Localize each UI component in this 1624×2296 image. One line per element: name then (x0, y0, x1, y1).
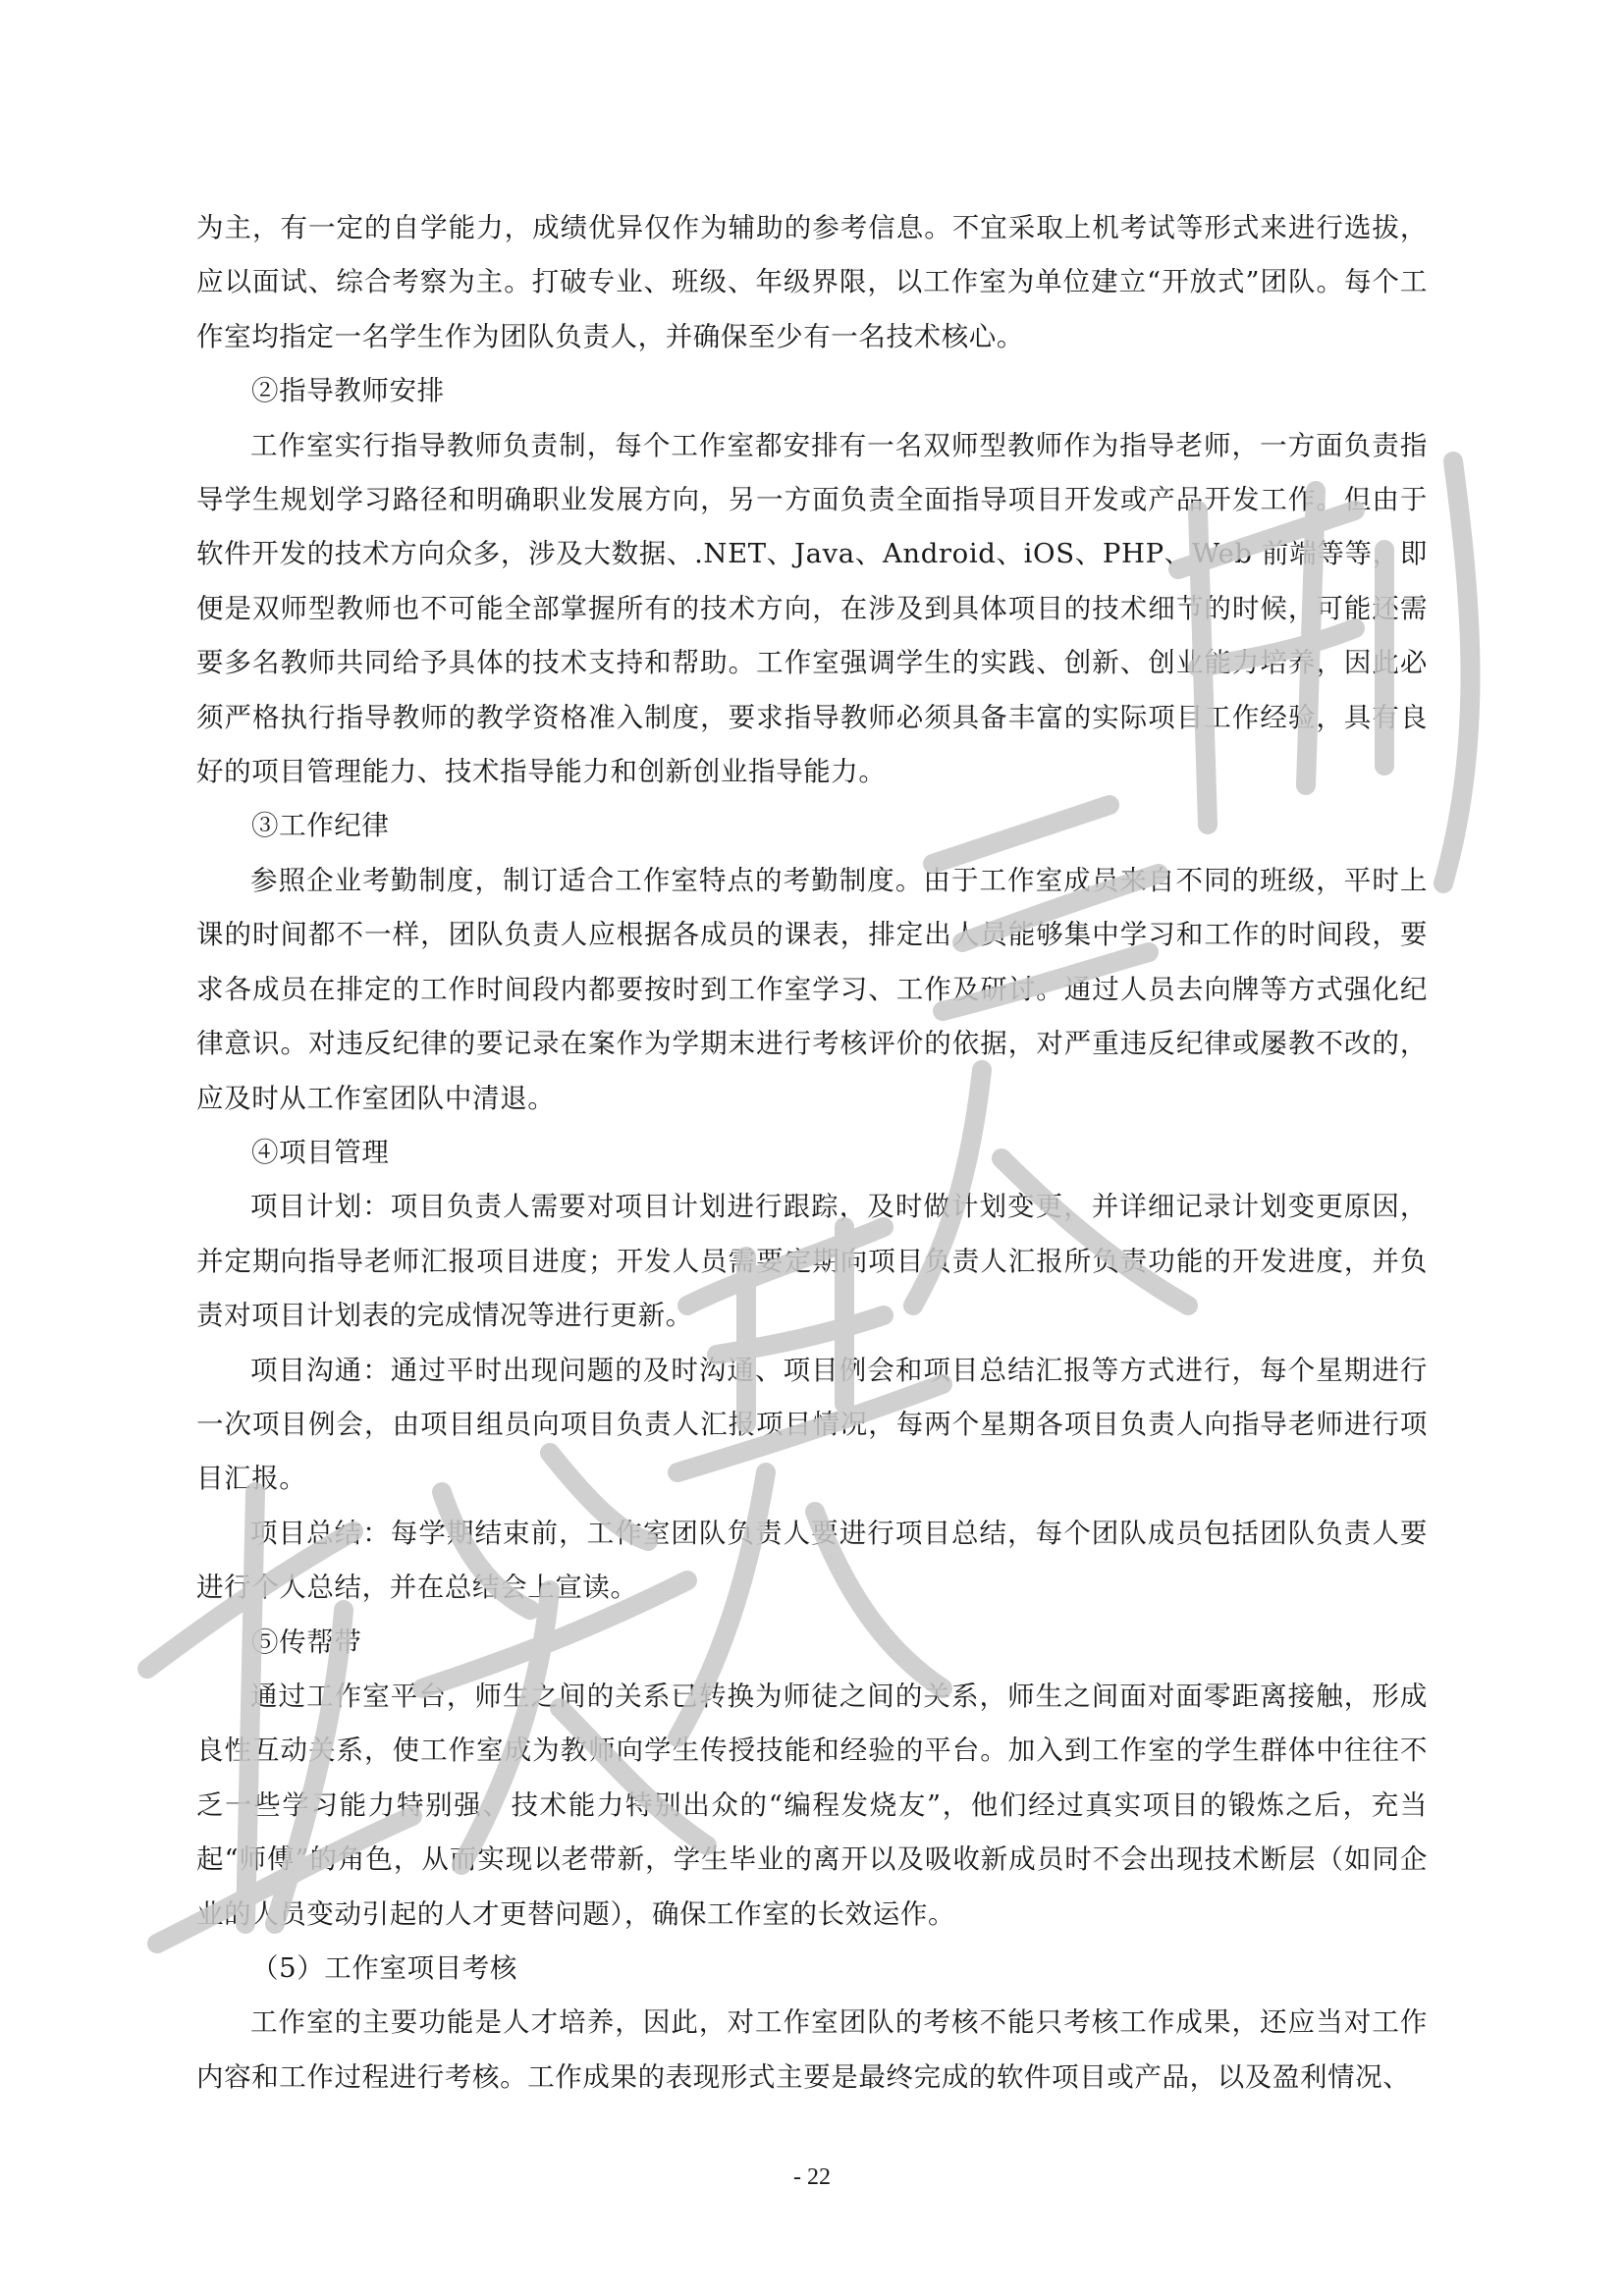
paragraph-mentoring: 通过工作室平台，师生之间的关系已转换为师徒之间的关系，师生之间面对面零距离接触，形成良性互动关系，使工作室成为教师向学生传授技能和经验的平台。加入到工作室的学生群体中往往不乏一些学习能力特别强、技术能力特别出众的“编程发烧友”，他们经过真实项目的锻炼之后，充当起“师傅”的角色，从而实现以老带新，学生毕业的离开以及吸收新成员时不会出现技术断层（如同企业的人员变动引起的人才更替问题），确保工作室的长效运作。 (196, 1680, 1428, 1930)
paragraph-assessment: 工作室的主要功能是人才培养，因此，对工作室团队的考核不能只考核工作成果，还应当对工作内容和工作过程进行考核。工作成果的表现形式主要是最终完成的软件项目或产品，以及盈利情况、 (196, 2006, 1428, 2093)
paragraph-project-summary: 项目总结：每学期结束前，工作室团队负责人要进行项目总结，每个团队成员包括团队负责人要进行个人总结，并在总结会上宣读。 (196, 1517, 1428, 1604)
heading-mentoring: ⑤传帮带 (251, 1626, 362, 1658)
page-number: - 22 (793, 2164, 831, 2190)
heading-project-assessment: （5）工作室项目考核 (251, 1952, 517, 1984)
page-body (196, 201, 1428, 2105)
heading-project-management: ④项目管理 (251, 1136, 390, 1168)
paragraph-project-plan: 项目计划：项目负责人需要对项目计划进行跟踪，及时做计划变更，并详细记录计划变更原因，并定期向指导老师汇报项目进度；开发人员需要定期向项目负责人汇报所负责功能的开发进度，并负责对项目计划表的完成情况等进行更新。 (196, 1191, 1428, 1332)
paragraph-attendance-rules: 参照企业考勤制度，制订适合工作室特点的考勤制度。由于工作室成员来自不同的班级，平时上课的时间都不一样，团队负责人应根据各成员的课表，排定出人员能够集中学习和工作的时间段，要求各成员在排定的工作时间段内都要按时到工作室学习、工作及研讨。通过人员去向牌等方式强化纪律意识。对违反纪律的要记录在案作为学期末进行考核评价的依据，对严重违反纪律或屡教不改的，应及时从工作室团队中清退。 (196, 864, 1428, 1114)
paragraph-advisor-responsibility: 工作室实行指导教师负责制，每个工作室都安排有一名双师型教师作为指导老师，一方面负责指导学生规划学习路径和明确职业发展方向，另一方面负责全面指导项目开发或产品开发工作。但由于软件开发的技术方向众多，涉及大数据、.NET、Java、Android、iOS、PHP、Web 前端等等，即便是双师型教师也不可能全部掌握所有的技术方向，在涉及到具体项目的技术细节的时候，可能还需要多名教师共同给予具体的技术支持和帮助。工作室强调学生的实践、创新、创业能力培养，因此必须严格执行指导教师的教学资格准入制度，要求指导教师必须具备丰富的实际项目工作经验，具有良好的项目管理能力、技术指导能力和创新创业指导能力。 (196, 429, 1428, 788)
paragraph-project-communication: 项目沟通：通过平时出现问题的及时沟通、项目例会和项目总结汇报等方式进行，每个星期进行一次项目例会，由项目组员向项目负责人汇报项目情况，每两个星期各项目负责人向指导老师进行项目汇报。 (196, 1354, 1428, 1495)
heading-work-discipline: ③工作纪律 (251, 810, 390, 842)
paragraph-selection-criteria: 为主，有一定的自学能力，成绩优异仅作为辅助的参考信息。不宜采取上机考试等形式来进行选拔，应以面试、综合考察为主。打破专业、班级、年级界限，以工作室为单位建立“开放式”团队。每个工作室均指定一名学生作为团队负责人，并确保至少有一名技术核心。 (196, 212, 1428, 352)
heading-advisor-arrangement: ②指导教师安排 (251, 375, 445, 407)
